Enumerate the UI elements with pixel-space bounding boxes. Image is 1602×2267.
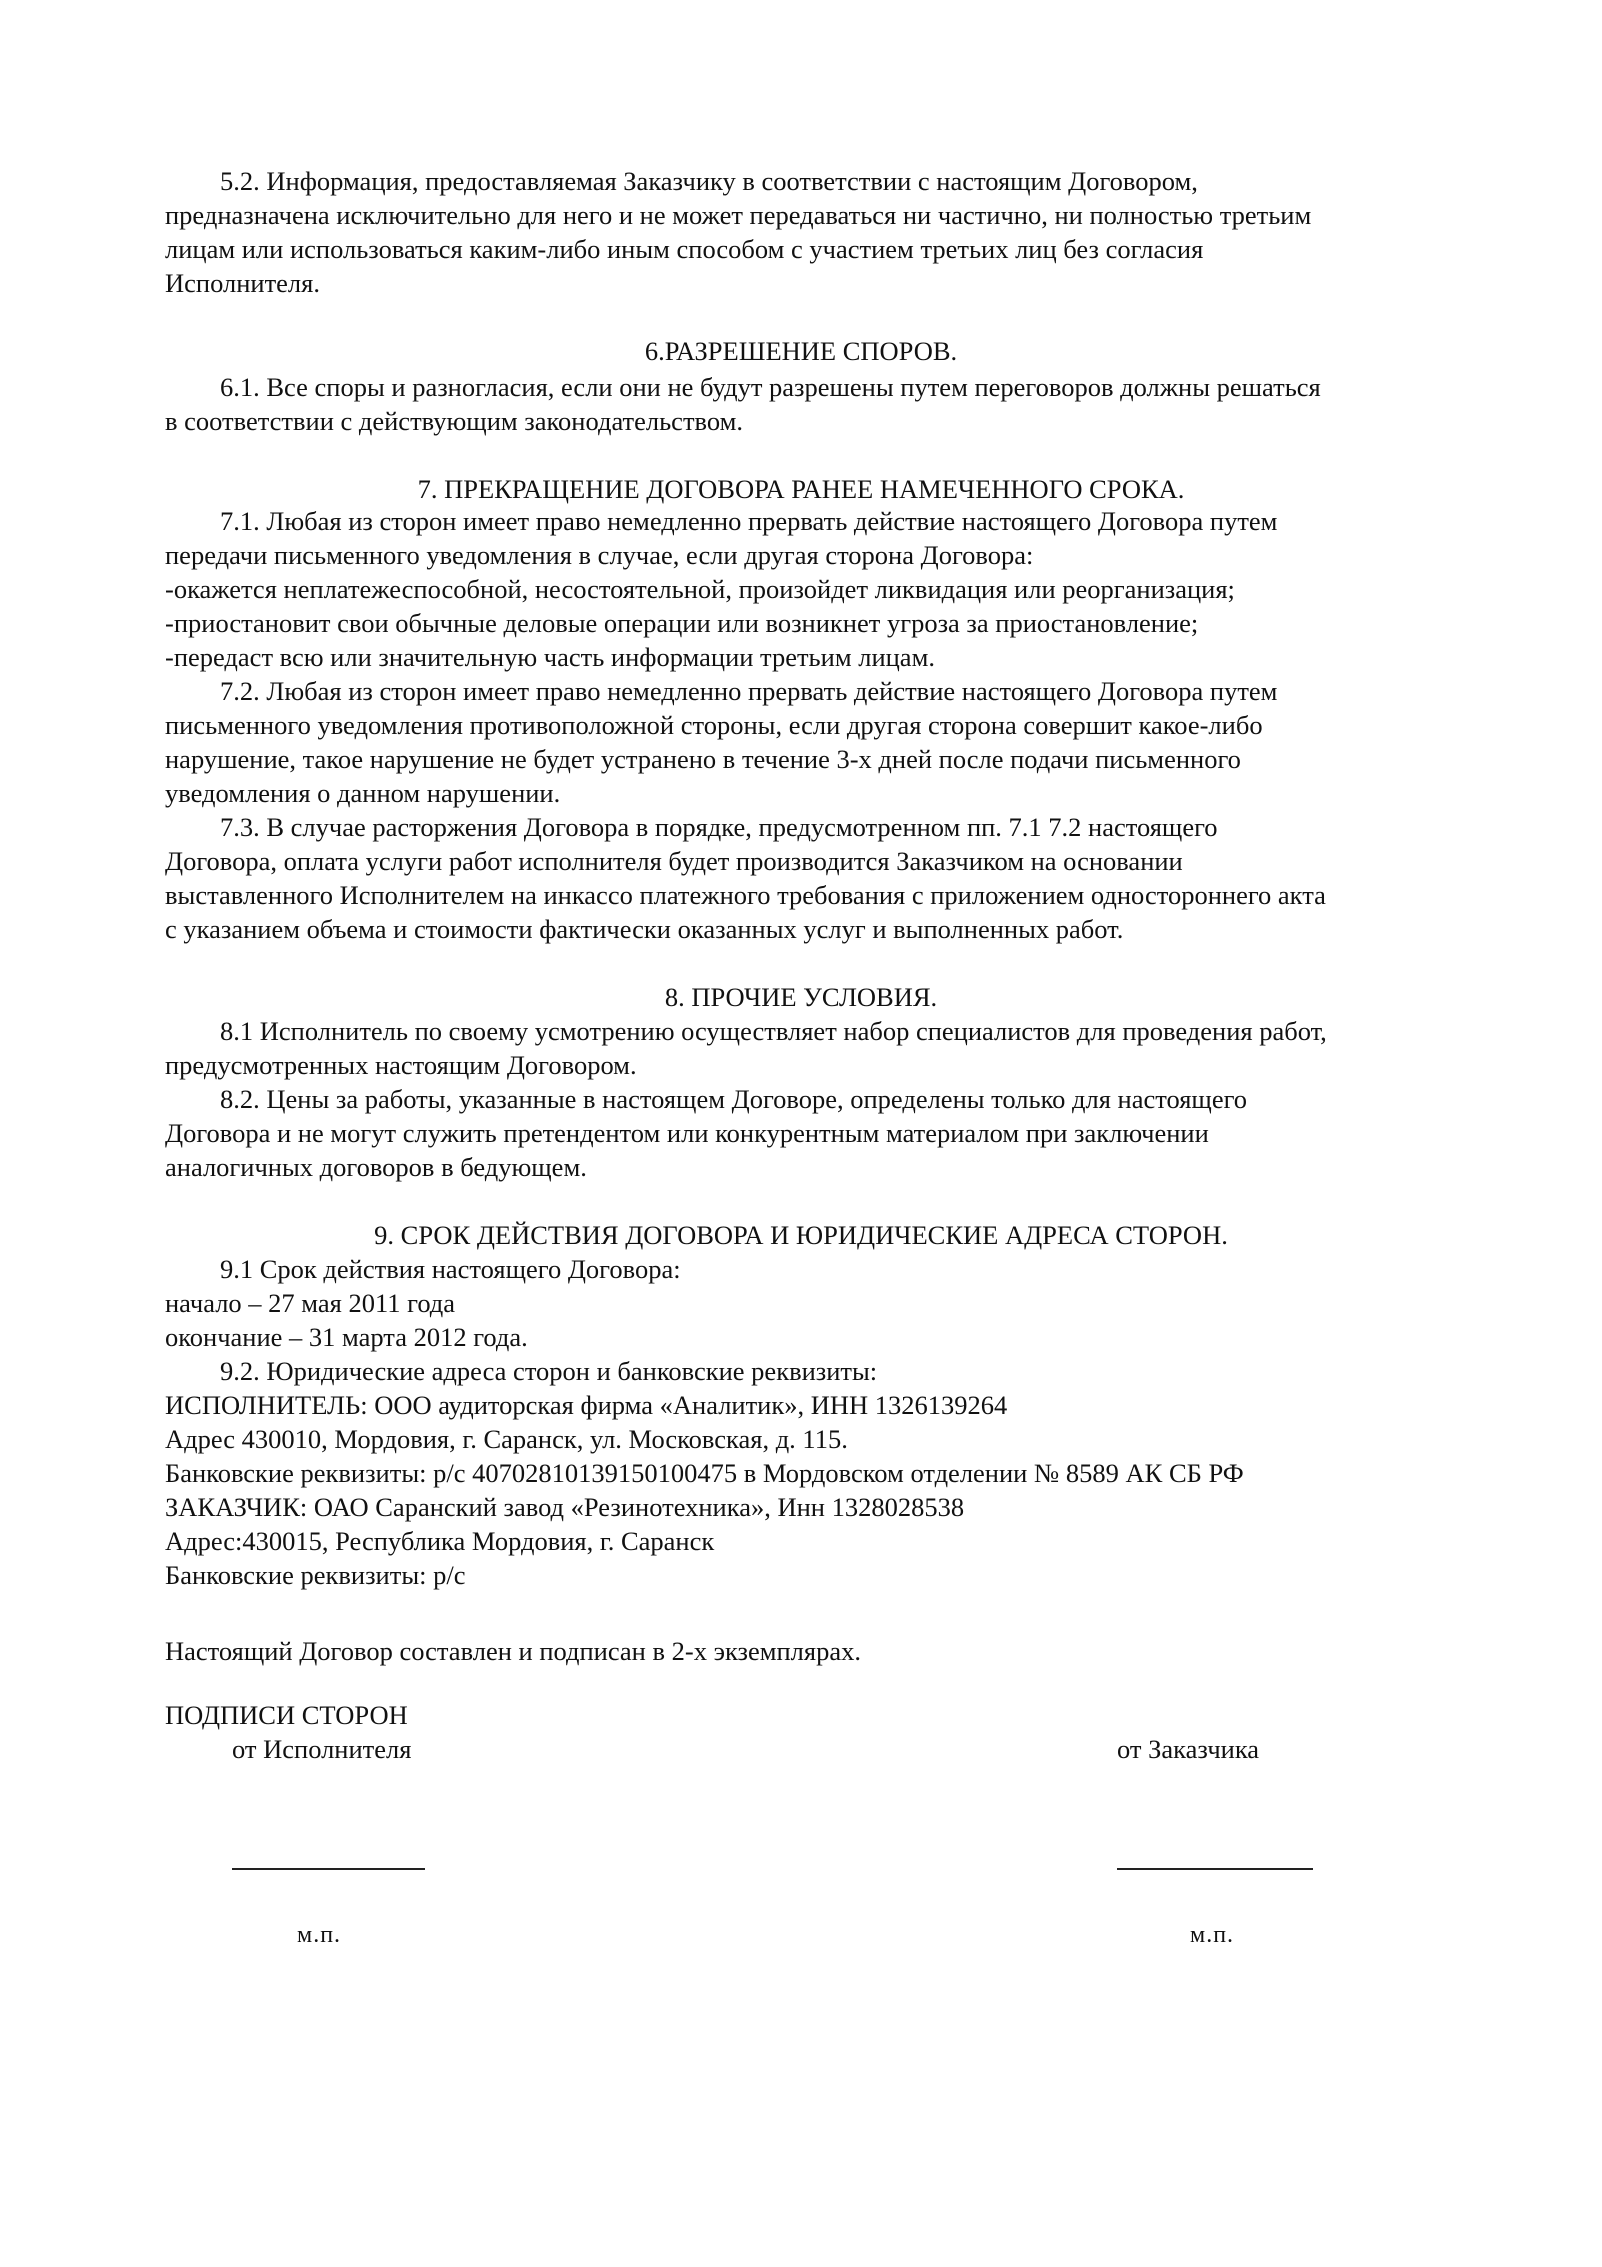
signature-line-executor xyxy=(232,1868,425,1870)
clause-7-2-line-4: уведомления о данном нарушении. xyxy=(165,778,561,808)
signature-customer-label: от Заказчика xyxy=(1117,1734,1260,1764)
clause-8-2-line-1: 8.2. Цены за работы, указанные в настоящем Договоре, определены только для настоящего xyxy=(220,1084,1248,1114)
section-8-title: 8. ПРОЧИЕ УСЛОВИЯ. xyxy=(664,982,938,1012)
customer-address: Адрес:430015, Республика Мордовия, г. Саранск xyxy=(165,1526,715,1556)
clause-9-1-end: окончание – 31 марта 2012 года. xyxy=(165,1322,528,1352)
clause-8-1-line-1: 8.1 Исполнитель по своему усмотрению осуществляет набор специалистов для проведения работ, xyxy=(220,1016,1327,1046)
clause-7-3-line-2: Договора, оплата услуги работ исполнителя будет производится Заказчиком на основании xyxy=(165,846,1183,876)
clause-8-2-line-3: аналогичных договоров в бедующем. xyxy=(165,1152,587,1182)
clause-7-3-line-1: 7.3. В случае расторжения Договора в порядке, предусмотренном пп. 7.1 7.2 настоящего xyxy=(220,812,1218,842)
clause-7-3-line-4: с указанием объема и стоимости фактически оказанных услуг и выполненных работ. xyxy=(165,914,1124,944)
section-6-title: 6.РАЗРЕШЕНИЕ СПОРОВ. xyxy=(644,336,958,366)
customer-name: ЗАКАЗЧИК: ОАО Саранский завод «Резинотехника», Инн 1328028538 xyxy=(165,1492,965,1522)
signature-executor-label: от Исполнителя xyxy=(232,1734,412,1764)
executor-name: ИСПОЛНИТЕЛЬ: ООО аудиторская фирма «Аналитик», ИНН 1326139264 xyxy=(165,1390,1008,1420)
section-7-title: 7. ПРЕКРАЩЕНИЕ ДОГОВОРА РАНЕЕ НАМЕЧЕННОГО СРОКА. xyxy=(417,474,1185,504)
clause-5-2-line-4: Исполнителя. xyxy=(165,268,320,298)
clause-7-3-line-3: выставленного Исполнителем на инкассо платежного требования с приложением одностороннего акта xyxy=(165,880,1326,910)
clause-9-1-start: начало – 27 мая 2011 года xyxy=(165,1288,456,1318)
clause-7-1-line-3: -окажется неплатежеспособной, несостоятельной, произойдет ликвидация или реорганизация; xyxy=(165,574,1235,604)
clause-7-2-line-2: письменного уведомления противоположной стороны, если другая сторона совершит какое-либо xyxy=(165,710,1263,740)
clause-5-2-line-2: предназначена исключительно для него и не может передаваться ни частично, ни полностью третьим xyxy=(165,200,1312,230)
closing-statement: Настоящий Договор составлен и подписан в 2-х экземплярах. xyxy=(165,1636,861,1666)
signatures-title: ПОДПИСИ СТОРОН xyxy=(165,1700,408,1730)
executor-bank: Банковские реквизиты: р/с 40702810139150100475 в Мордовском отделении № 8589 АК СБ РФ xyxy=(165,1458,1244,1488)
clause-8-2-line-2: Договора и не могут служить претендентом или конкурентным материалом при заключении xyxy=(165,1118,1209,1148)
customer-bank: Банковские реквизиты: р/с xyxy=(165,1560,466,1590)
clause-9-2-line-1: 9.2. Юридические адреса сторон и банковские реквизиты: xyxy=(220,1356,878,1386)
clause-7-1-line-4: -приостановит свои обычные деловые операции или возникнет угроза за приостановление; xyxy=(165,608,1199,638)
clause-7-1-line-1: 7.1. Любая из сторон имеет право немедленно прервать действие настоящего Договора путем xyxy=(220,506,1278,536)
clause-5-2-line-3: лицам или использоваться каким-либо иным способом с участием третьих лиц без согласия xyxy=(165,234,1204,264)
signature-line-customer xyxy=(1117,1868,1313,1870)
clause-7-2-line-1: 7.2. Любая из сторон имеет право немедленно прервать действие настоящего Договора путем xyxy=(220,676,1278,706)
section-9-title: 9. СРОК ДЕЙСТВИЯ ДОГОВОРА И ЮРИДИЧЕСКИЕ АДРЕСА СТОРОН. xyxy=(374,1220,1228,1250)
clause-6-1-line-1: 6.1. Все споры и разногласия, если они не будут разрешены путем переговоров должны решаться xyxy=(220,372,1321,402)
clause-6-1-line-2: в соответствии с действующим законодательством. xyxy=(165,406,743,436)
stamp-place-customer: м.п. xyxy=(1190,1922,1235,1948)
clause-7-1-line-5: -передаст всю или значительную часть информации третьим лицам. xyxy=(165,642,935,672)
clause-8-1-line-2: предусмотренных настоящим Договором. xyxy=(165,1050,637,1080)
clause-7-2-line-3: нарушение, такое нарушение не будет устранено в течение 3-х дней после подачи письменного xyxy=(165,744,1241,774)
executor-address: Адрес 430010, Мордовия, г. Саранск, ул. Московская, д. 115. xyxy=(165,1424,848,1454)
clause-5-2-line-1: 5.2. Информация, предоставляемая Заказчику в соответствии с настоящим Договором, xyxy=(220,166,1198,196)
clause-7-1-line-2: передачи письменного уведомления в случае, если другая сторона Договора: xyxy=(165,540,1034,570)
stamp-place-executor: м.п. xyxy=(297,1922,342,1948)
clause-9-1-line-1: 9.1 Срок действия настоящего Договора: xyxy=(220,1254,681,1284)
